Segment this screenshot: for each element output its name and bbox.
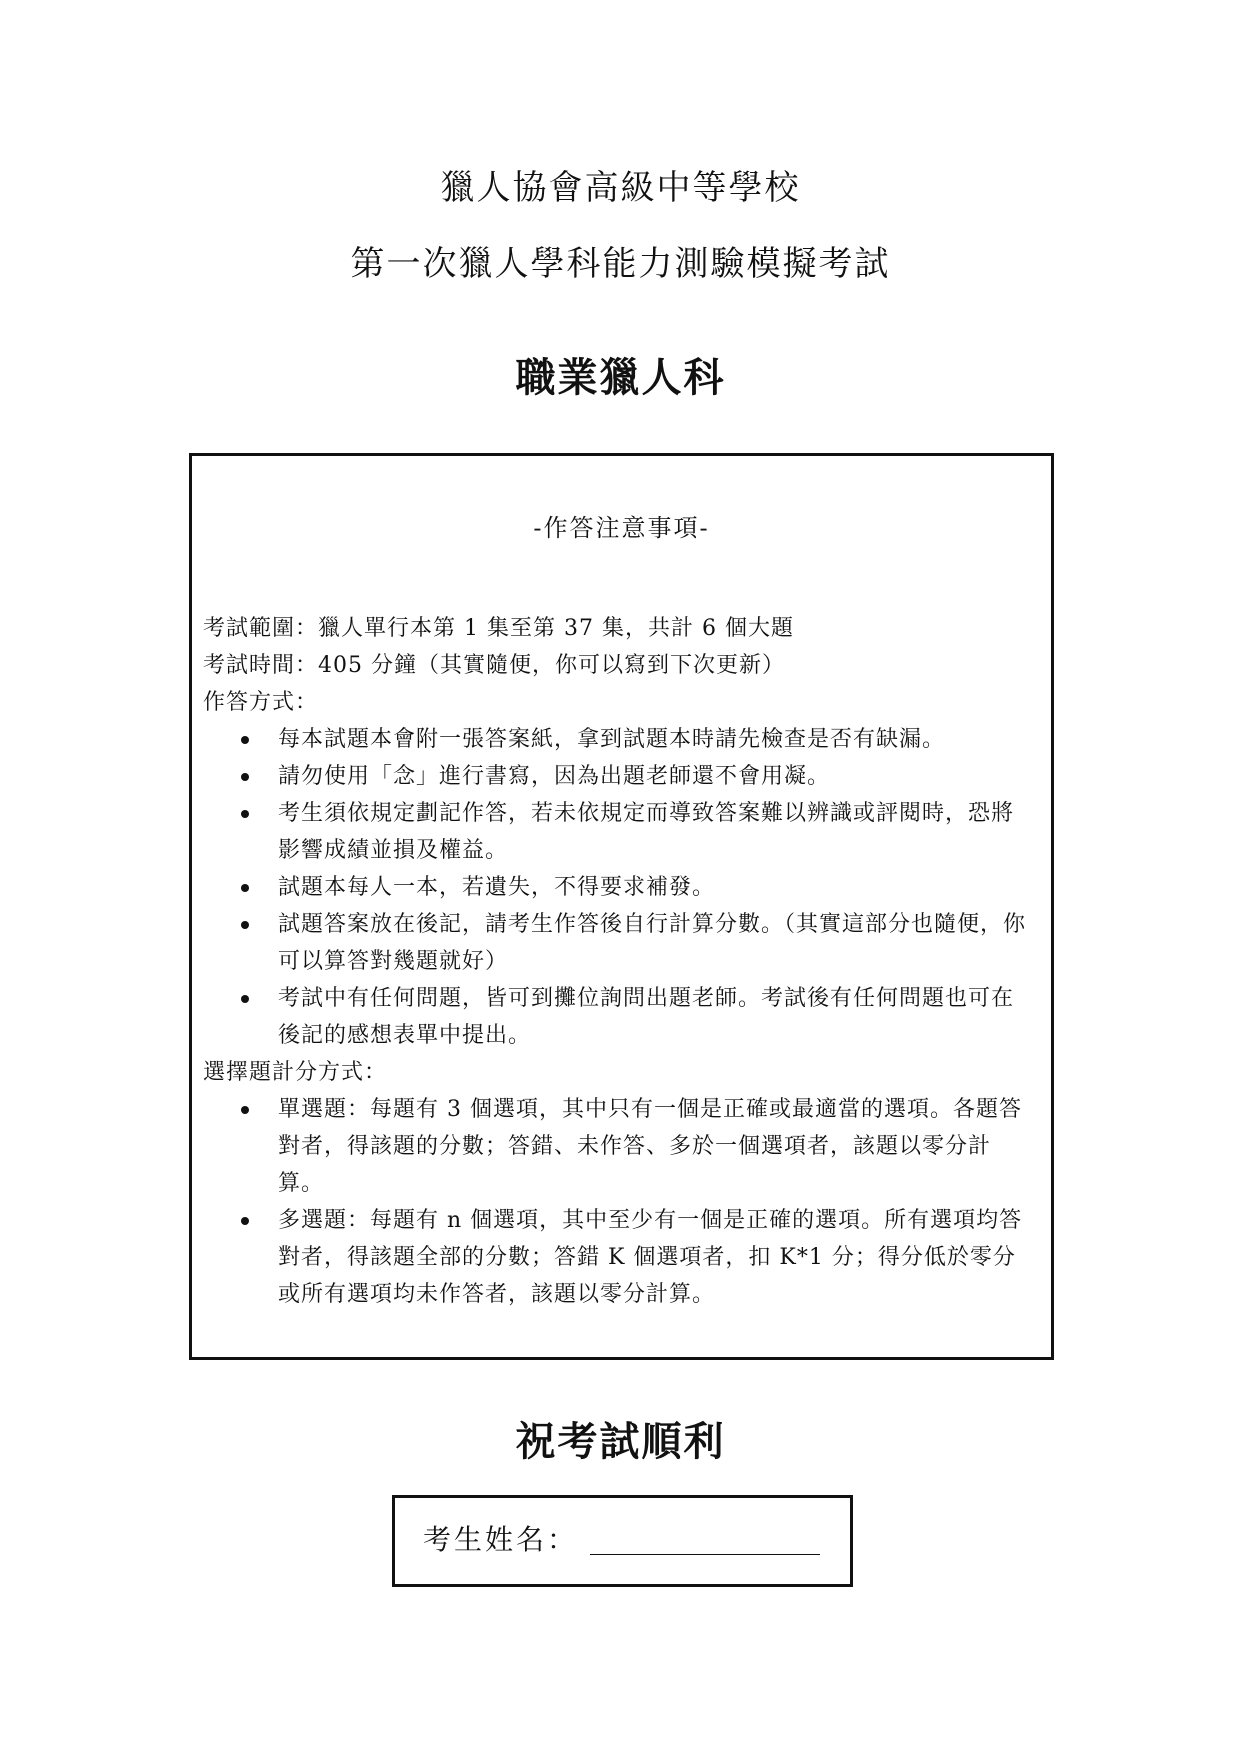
bullet-icon xyxy=(241,1217,249,1225)
candidate-name-label: 考生姓名： xyxy=(423,1523,579,1556)
exam-time: 考試時間：405 分鐘（其實隨便，你可以寫到下次更新） xyxy=(203,653,785,678)
subject-title: 職業獵人科 xyxy=(515,354,726,401)
candidate-name-field[interactable] xyxy=(590,1554,820,1555)
list-item xyxy=(203,1091,1043,1202)
list-item-text: 請勿使用「念」進行書寫，因為出題老師還不會用凝。 xyxy=(278,764,831,789)
bullet-icon xyxy=(241,773,249,781)
instructions-title: -作答注意事項- xyxy=(533,514,710,542)
list-item-text: 每本試題本會附一張答案紙，拿到試題本時請先檢查是否有缺漏。 xyxy=(278,727,946,752)
list-item xyxy=(203,980,1043,1054)
answer-method-list xyxy=(203,721,1043,1054)
list-item-text: 單選題：每題有 3 個選項，其中只有一個是正確或最適當的選項。各題答對者，得該題的分數；答錯、未作答、多於一個選項者，該題以零分計算。 xyxy=(278,1097,1022,1196)
list-item xyxy=(203,906,1043,980)
list-item-text: 試題答案放在後記，請考生作答後自行計算分數。（其實這部分也隨便，你可以算答對幾題就好） xyxy=(278,912,1027,974)
instructions-box xyxy=(189,453,1054,1360)
candidate-name-box xyxy=(392,1495,853,1587)
bullet-icon xyxy=(241,736,249,744)
good-luck-text: 祝考試順利 xyxy=(515,1418,726,1465)
bullet-icon xyxy=(241,884,249,892)
school-name: 獵人協會高級中等學校 xyxy=(440,168,801,208)
list-item xyxy=(203,869,1043,906)
list-item-text: 試題本每人一本，若遺失，不得要求補發。 xyxy=(278,875,716,900)
scoring-list xyxy=(203,1091,1043,1313)
list-item xyxy=(203,721,1043,758)
bullet-icon xyxy=(241,995,249,1003)
list-item xyxy=(203,1202,1043,1313)
bullet-icon xyxy=(241,921,249,929)
bullet-icon xyxy=(241,1106,249,1114)
instructions-body xyxy=(203,610,1043,1313)
exam-scope: 考試範圍：獵人單行本第 1 集至第 37 集，共計 6 個大題 xyxy=(203,616,794,641)
list-item-text: 考生須依規定劃記作答，若未依規定而導致答案難以辨識或評閱時，恐將影響成績並損及權益。 xyxy=(278,801,1015,863)
exam-title: 第一次獵人學科能力測驗模擬考試 xyxy=(350,244,891,284)
scoring-heading: 選擇題計分方式： xyxy=(203,1060,388,1085)
list-item xyxy=(203,758,1043,795)
answer-method-heading: 作答方式： xyxy=(203,690,319,715)
list-item-text: 考試中有任何問題，皆可到攤位詢問出題老師。考試後有任何問題也可在後記的感想表單中提出。 xyxy=(278,986,1015,1048)
list-item-text: 多選題：每題有 n 個選項，其中至少有一個是正確的選項。所有選項均答對者，得該題全部的分數；答錯 K 個選項者，扣 K*1 分；得分低於零分或所有選項均未作答者，該題以零分計算。 xyxy=(278,1208,1023,1307)
bullet-icon xyxy=(241,810,249,818)
list-item xyxy=(203,795,1043,869)
